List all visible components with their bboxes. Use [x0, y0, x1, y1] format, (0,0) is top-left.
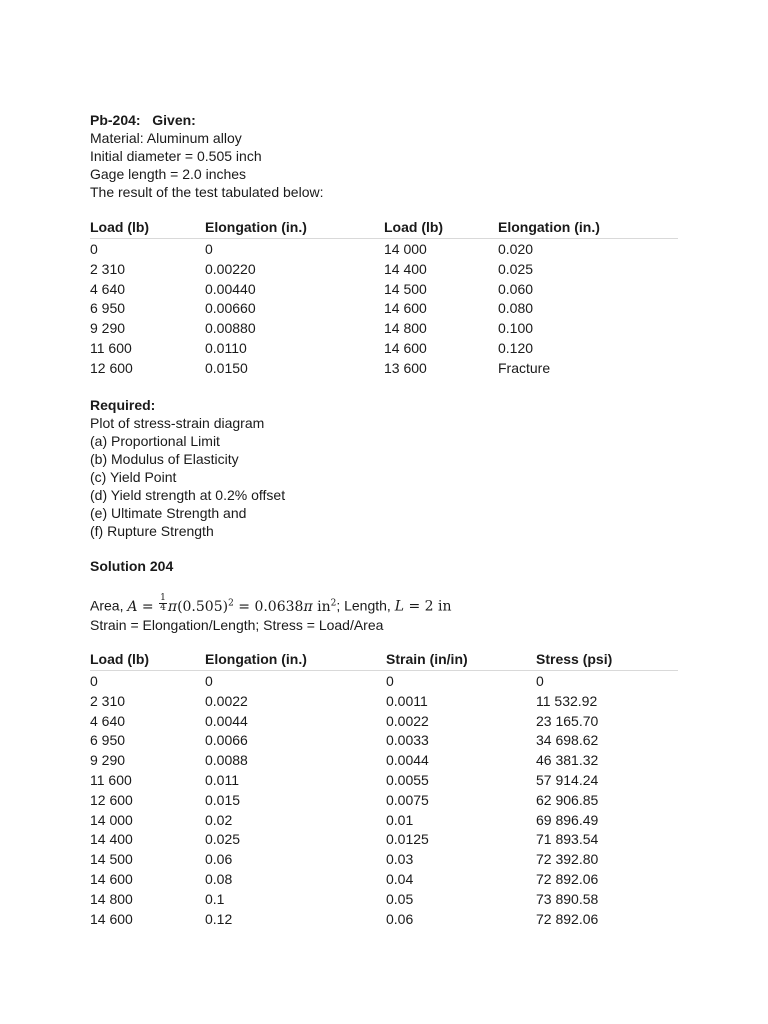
given-table-intro: The result of the test tabulated below:	[90, 184, 324, 200]
required-item: (a) Proportional Limit	[90, 433, 220, 449]
table-cell: 0.0125	[386, 831, 429, 848]
table-cell: 14 000	[90, 811, 133, 828]
table-row	[90, 318, 678, 338]
table-cell: 14 600	[384, 339, 427, 356]
table-cell: 73 890.58	[536, 890, 599, 907]
solution-heading	[90, 557, 680, 575]
table-cell: 14 400	[90, 831, 133, 848]
given-gage-length: Gage length = 2.0 inches	[90, 166, 247, 182]
table-cell: 0.0044	[205, 712, 248, 729]
table-row	[90, 691, 678, 711]
col-header-load-2: Load (lb)	[384, 219, 444, 235]
table-cell: 0.020	[498, 241, 534, 257]
table-cell: 6 950	[90, 732, 126, 749]
strain-stress-definition	[90, 616, 680, 634]
table-row	[90, 298, 678, 318]
table-row	[90, 259, 678, 279]
table-cell: 0.025	[205, 831, 241, 848]
table-row	[90, 711, 678, 731]
table-row	[90, 338, 678, 358]
col-header-strain: Strain (in/in)	[386, 651, 468, 667]
table-cell: Fracture	[498, 359, 551, 376]
col-header-elongation-2: Elongation (in.)	[498, 219, 600, 235]
length-formula	[395, 599, 452, 615]
col-header-load: Load (lb)	[90, 651, 150, 667]
length-symbol: L	[394, 598, 405, 615]
table-cell: 14 800	[90, 890, 133, 907]
table-row	[90, 671, 678, 691]
required-label: Required:	[90, 397, 156, 413]
given-material: Material: Aluminum alloy	[90, 130, 242, 146]
table-cell: 0.00440	[205, 280, 256, 297]
table-row	[90, 849, 678, 869]
table-cell: 0.00880	[205, 320, 256, 337]
area-prefix: Area,	[90, 597, 128, 614]
table-cell: 0.0022	[386, 712, 429, 729]
table-cell: 0.0011	[386, 692, 428, 709]
table-cell: 0	[90, 241, 98, 257]
col-header-stress: Stress (psi)	[536, 651, 613, 667]
table-cell: 0.00220	[205, 260, 256, 277]
table-cell: 14 600	[90, 910, 133, 927]
given-section	[90, 111, 680, 201]
table-cell: 2 310	[90, 692, 126, 709]
given-diameter: Initial diameter = 0.505 inch	[90, 148, 262, 164]
table-cell: 72 892.06	[536, 910, 599, 927]
fraction-numerator: 1	[160, 593, 166, 604]
pi-symbol: π	[167, 598, 178, 615]
table-cell: 0.08	[205, 870, 233, 887]
table-cell: 0.06	[386, 910, 414, 927]
table-cell: 14 500	[384, 280, 427, 297]
diameter-term: (0.505)	[177, 598, 229, 615]
table-row	[90, 358, 678, 378]
area-formula	[127, 593, 337, 615]
area-unit: in	[312, 598, 331, 615]
table-row	[90, 869, 678, 889]
col-header-elongation: Elongation (in.)	[205, 219, 307, 235]
one-quarter-fraction	[159, 594, 167, 613]
solution-section	[90, 557, 680, 575]
table-cell: 9 290	[90, 752, 126, 769]
table-cell: 13 600	[384, 359, 427, 376]
table-cell: 2 310	[90, 260, 126, 277]
area-result: = 0.0638	[233, 598, 304, 615]
table-row	[90, 239, 678, 259]
table-cell: 0.1	[205, 890, 225, 907]
given-heading-line	[90, 111, 680, 129]
table-row	[90, 829, 678, 849]
required-item: (b) Modulus of Elasticity	[90, 451, 239, 467]
required-section	[90, 396, 680, 540]
table-cell: 14 800	[384, 320, 427, 337]
required-item: (d) Yield strength at 0.2% offset	[90, 487, 286, 503]
table-cell: 0.04	[386, 870, 414, 887]
table-cell: 72 892.06	[536, 870, 599, 887]
table-cell: 62 906.85	[536, 791, 599, 808]
table-header	[90, 651, 678, 671]
table-cell: 9 290	[90, 320, 126, 337]
table-cell: 0.0033	[386, 732, 429, 749]
table-cell: 71 893.54	[536, 831, 599, 848]
table-cell: 0.0075	[386, 791, 429, 808]
table-cell: 0	[536, 673, 544, 689]
table-cell: 72 392.80	[536, 851, 599, 868]
table-cell: 0.011	[205, 771, 239, 788]
table-cell: 23 165.70	[536, 712, 599, 729]
table-cell: 12 600	[90, 359, 133, 376]
solution-label: Solution 204	[90, 558, 174, 574]
table-row	[90, 730, 678, 750]
table-cell: 0.01	[386, 811, 414, 828]
table-row	[90, 279, 678, 299]
table-cell: 4 640	[90, 280, 126, 297]
table-cell: 14 600	[384, 300, 427, 317]
col-header-elongation: Elongation (in.)	[205, 651, 307, 667]
table-cell: 0	[205, 673, 213, 689]
table-row	[90, 750, 678, 770]
test-results-table	[90, 219, 678, 378]
table-cell: 0.0088	[205, 752, 248, 769]
table-cell: 0.00660	[205, 300, 256, 317]
table-cell: 0.06	[205, 851, 233, 868]
required-item: (f) Rupture Strength	[90, 523, 214, 539]
table-row	[90, 790, 678, 810]
table-cell: 11 600	[90, 339, 132, 356]
table-cell: 0.05	[386, 890, 414, 907]
table-row	[90, 770, 678, 790]
table-row	[90, 909, 678, 929]
table-cell: 11 532.92	[536, 692, 598, 709]
stress-strain-table	[90, 651, 678, 928]
problem-number: Pb-204:	[90, 112, 141, 128]
table-cell: 14 600	[90, 870, 133, 887]
equals-sign: =	[137, 598, 159, 615]
table-cell: 11 600	[90, 771, 132, 788]
table-cell: 69 896.49	[536, 811, 599, 828]
table-row	[90, 889, 678, 909]
area-formula-line	[90, 592, 680, 614]
strain-stress-text: Strain = Elongation/Length; Stress = Load/Area	[90, 617, 384, 633]
fraction-denominator: 4	[160, 603, 166, 614]
table-cell: 14 500	[90, 851, 133, 868]
required-item: (c) Yield Point	[90, 469, 177, 485]
table-cell: 0	[90, 673, 98, 689]
length-text: ; Length,	[336, 597, 395, 614]
given-label: Given:	[152, 112, 196, 128]
table-cell: 46 381.32	[536, 752, 599, 769]
table-cell: 14 000	[384, 241, 427, 257]
table-cell: 0.015	[205, 791, 241, 808]
unit-exponent: 2	[330, 598, 337, 608]
table-cell: 0.0110	[205, 339, 247, 356]
table-cell: 0.0066	[205, 732, 248, 749]
table-cell: 4 640	[90, 712, 126, 729]
table-cell: 0.080	[498, 300, 534, 317]
table-cell: 0.0055	[386, 771, 429, 788]
table-cell: 14 400	[384, 260, 427, 277]
table-cell: 0	[386, 673, 394, 689]
table-cell: 0.025	[498, 260, 534, 277]
table-cell: 0.060	[498, 280, 534, 297]
table-row	[90, 810, 678, 830]
table-cell: 0.100	[498, 320, 534, 337]
col-header-load: Load (lb)	[90, 219, 150, 235]
table-cell: 57 914.24	[536, 771, 599, 788]
table-cell: 0.03	[386, 851, 414, 868]
table-cell: 12 600	[90, 791, 133, 808]
table-cell: 0.0044	[386, 752, 429, 769]
table-cell: 0.02	[205, 811, 233, 828]
table-cell: 0.0150	[205, 359, 248, 376]
required-heading	[90, 396, 680, 414]
area-symbol: A	[127, 598, 138, 615]
table-cell: 0.0022	[205, 692, 248, 709]
table-cell: 34 698.62	[536, 732, 599, 749]
pi-symbol: π	[303, 598, 313, 615]
required-item: Plot of stress-strain diagram	[90, 415, 265, 431]
table-cell: 0.120	[498, 339, 534, 356]
length-value: = 2 in	[404, 598, 452, 615]
table-cell: 0	[205, 241, 213, 257]
table-header	[90, 219, 678, 239]
required-item: (e) Ultimate Strength and	[90, 505, 247, 521]
exponent: 2	[228, 598, 234, 608]
table-cell: 0.12	[205, 910, 233, 927]
table-cell: 6 950	[90, 300, 126, 317]
